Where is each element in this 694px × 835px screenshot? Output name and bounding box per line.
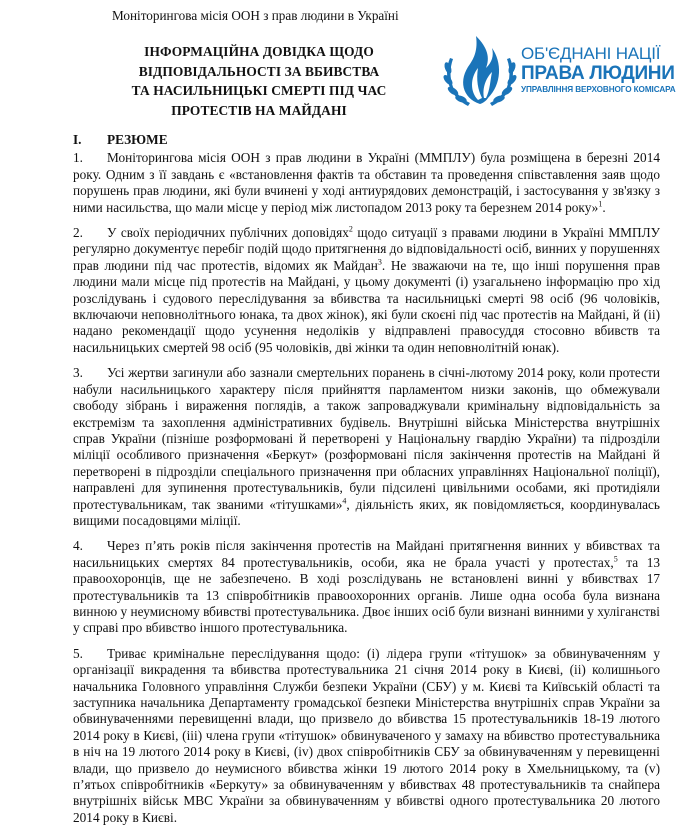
logo-line-united-nations: ОБ'ЄДНАНІ НАЦІЇ: [521, 44, 661, 63]
paragraph-text: , діяльність яких, як повідомляється, координувалась вищими посадовцями міліції.: [73, 496, 660, 528]
title-line: ПРОТЕСТІВ НА МАЙДАНІ: [171, 102, 347, 118]
paragraph-number: 4.: [73, 538, 83, 554]
footnote-ref[interactable]: 4: [342, 496, 347, 506]
paragraph-2: [73, 225, 660, 356]
title-line: ІНФОРМАЦІЙНА ДОВІДКА ЩОДО: [144, 44, 374, 59]
logo-line-high-commissioner: УПРАВЛІННЯ ВЕРХОВНОГО КОМІСАРА: [521, 85, 676, 94]
footnote-ref[interactable]: 2: [348, 224, 353, 234]
paragraph-3: [73, 365, 660, 529]
section-heading: [73, 132, 660, 148]
section-title: РЕЗЮМЕ: [107, 132, 168, 147]
footnote-ref[interactable]: 5: [613, 554, 618, 564]
paragraph-1: [73, 150, 660, 216]
section-number: I.: [73, 132, 82, 147]
paragraph-text: .: [602, 199, 606, 215]
paragraph-number: 2.: [73, 225, 83, 241]
document-title: [110, 42, 408, 120]
organization-line: Моніторингова місія ООН з прав людини в Україні: [112, 8, 399, 23]
footnote-ref[interactable]: 1: [598, 199, 603, 209]
logo-line-human-rights: ПРАВА ЛЮДИНИ: [521, 63, 675, 84]
un-human-rights-logo: [440, 28, 680, 114]
paragraph-5: [73, 646, 660, 826]
paragraph-text: та 13 правоохоронців, ще не забезпечено. В ході розслідувань не встановлені винні у вбивствах 17 протестувальників та 13 співробітників правоохоронних органів. Лише одна особа була визнана винною у неумисному вбивстві протестувальника. Двоє інших осіб були визнані винними у хуліганстві у справі про вбивство іншого протестувальника.: [73, 554, 660, 636]
footnote-ref[interactable]: 3: [377, 257, 382, 267]
paragraph-number: 5.: [73, 645, 83, 661]
document-body: [73, 132, 660, 835]
title-line: ВІДПОВІДАЛЬНОСТІ ЗА ВБИВСТВА: [138, 63, 380, 79]
paragraph-text: У своїх періодичних публічних доповідях: [107, 225, 349, 241]
paragraph-text: Моніторингова місія ООН з прав людини в Україні (ММПЛУ) була розміщена в березні 2014 року. Одним з її завдань є «встановлення фактів та обставин та проведення співставлення заяв щодо порушень прав людини, які були вчинені у ході антиурядових демонстрацій, і застосування у зв'язку з ними насильства, що мали місце у період між листопадом 2013 року та березнем 2014 року»: [73, 150, 660, 215]
paragraph-number: 3.: [73, 365, 83, 381]
title-line: ТА НАСИЛЬНИЦЬКІ СМЕРТІ ПІД ЧАС: [131, 83, 387, 98]
un-human-rights-flame-icon: [440, 28, 520, 114]
paragraph-text: . Не зважаючи на те, що інші порушення прав людини мали місце під протестів на Майдані, у цьому документі (i) узагальнено інформацію про хід розслідувань і судового переслідування за вбивства та насильницькі смерті 98 осіб (96 чоловіків, включаючи неповнолітнього юнака, та двох жінок), які були скоєні під час протестів на Майдані, й (ii) надано рекомендації щодо усунення недоліків у відправлені правосуддя стосовно вбивств та насильницьких смертей 98 осіб (95 чоловіків, дві жінки та один неповнолітній юнак).: [73, 257, 660, 355]
paragraph-4: [73, 538, 660, 636]
paragraph-text: Усі жертви загинули або зазнали смертельних поранень в січні-лютому 2014 року, коли протести набули насильницького характеру після прийняття парламентом низки законів, що обмежували свободу зібрань і вираження поглядів, а також запроваджували кримінальну відповідальність за екстремізм та захоплення адміністративних будівель. Внутрішні війська Міністерства внутрішніх справ України (пізніше розформовані й перетворені у Національну гвардію України) та підрозділи міліції особливого призначення «Беркут» (розформовані після закінчення протестів на Майдані й перетворені в підрозділи спеціального призначення при обласних управліннях Національної поліції), направлені для зупинення протестувальників, були підсилені цивільними особами, які протидіяли протестувальникам, так званими «тітушками»: [73, 365, 660, 512]
paragraph-text: Триває кримінальне переслідування щодо: (i) лідера групи «тітушок» за обвинуваченням у організації викрадення та вбивства протестувальника 21 січня 2014 року в Києві, (ii) колишнього начальника Головного управління Служби безпеки України (СБУ) у м. Києві та Київській області та заступника начальника Департаменту громадської безпеки Міністерства внутрішніх справ України за обвинуваченнями перевищенні влади, що призвело до вбивства 15 протестувальників 18-19 лютого 2014 року в Києві, (iii) члена групи «тітушок» обвинуваченого у замаху на вбивство протестувальника в ніч на 19 лютого 2014 року в Києві, (iv) двох співробітників СБУ за обвинуваченням у перевищенні влади, що призвело до неумисного вбивства жінки 19 лютого 2014 року в Хмельницькому, та (v) п’ятьох співробітників «Беркуту» за обвинуваченням у вбивствах 48 протестувальників та снайпера внутрішніх військ МВС України за обвинуваченням у вбивстві одного протестувальника 20 лютого 2014 року в Києві.: [73, 645, 660, 825]
paragraph-number: 1.: [73, 150, 83, 166]
paragraph-text: Через п’ять років після закінчення протестів на Майдані притягнення винних у вбивствах та насильницьких смертях 84 протестувальників, особи, яка не брала участі у протестах,: [73, 538, 660, 570]
paragraph-text: щодо ситуації з правами людини в Україні ММПЛУ регулярно документує перебіг подій щодо притягнення до відповідальності осіб, винних у порушеннях прав людини під час протестів, відомих як Майдан: [73, 225, 660, 273]
